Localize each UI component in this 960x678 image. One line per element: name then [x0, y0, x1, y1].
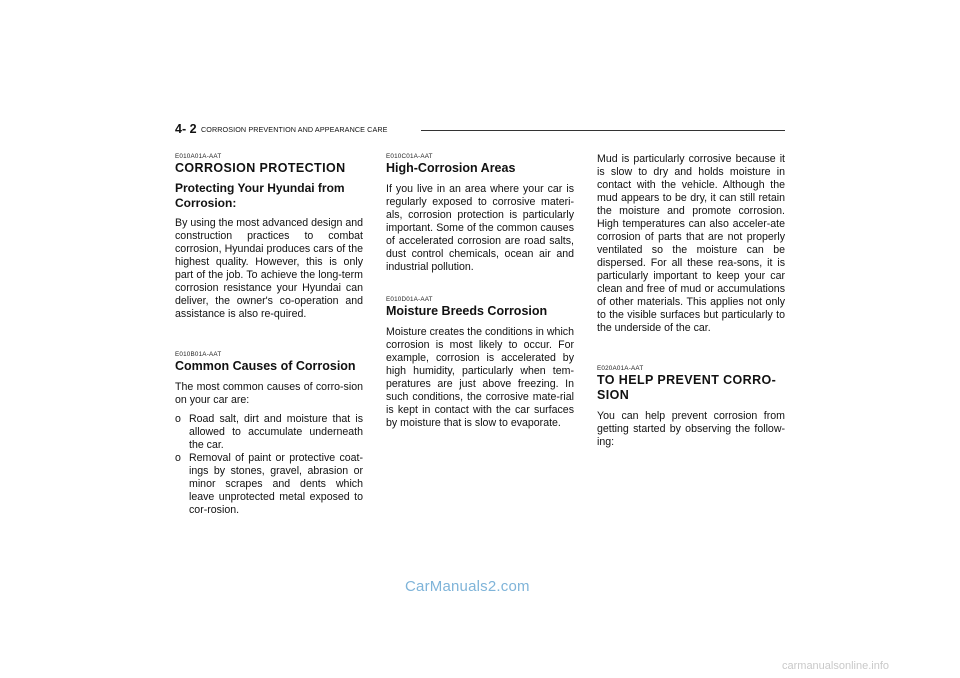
paragraph: You can help prevent corrosion from getting started by observing the follow-ing:: [597, 410, 785, 448]
bullet-marker: o: [175, 413, 181, 425]
section-heading: TO HELP PREVENT CORRO-SION: [597, 373, 777, 402]
paragraph: Mud is particularly corrosive because it is slow to dry and holds moisture in contact with the vehicle. Although the mud appears to be dry, it can still retain the moisture and promote corrosion. High temperatures can also acceler-ate corrosion of parts that are not properly ventilated so the moisture can be dispersed. For all these rea-sons, it is particularly important to keep your car clean and free of mud or accumulations of other materials. This applies not only to the visible surfaces but particularly to the underside of the car.: [597, 153, 785, 334]
section-heading: CORROSION PROTECTION: [175, 161, 346, 175]
section-heading: Common Causes of Corrosion: [175, 359, 356, 373]
bullet-text: Road salt, dirt and moisture that is allowed to accumulate underneath the car.: [189, 413, 363, 451]
bullet-item: [175, 452, 363, 517]
column-3: [597, 153, 785, 449]
paragraph: By using the most advanced design and construction practices to combat corrosion, Hyundai produces cars of the highest quality. However, this is only part of the job. To achieve the long-term corrosion resistance your Hyundai can deliver, the owner's co-operation and assistance is also re-quired.: [175, 217, 363, 320]
header-rule: [421, 130, 785, 131]
section-code: E010C01A-AAT: [386, 153, 433, 160]
section-code: E020A01A-AAT: [597, 365, 644, 372]
section-code: E010A01A-AAT: [175, 153, 222, 160]
section-title: CORROSION PREVENTION AND APPEARANCE CARE: [201, 125, 388, 134]
page-number: 4- 2: [175, 122, 197, 136]
bullet-item: [175, 413, 363, 452]
section-heading: High-Corrosion Areas: [386, 161, 516, 175]
bullet-text: Removal of paint or protective coat-ings by stones, gravel, abrasion or minor scrapes and dents which leave unprotected metal exposed to cor-rosion.: [189, 452, 363, 516]
bullet-marker: o: [175, 452, 181, 464]
paragraph: The most common causes of corro-sion on your car are:: [175, 381, 363, 406]
section-code: E010D01A-AAT: [386, 296, 433, 303]
section-subheading: Protecting Your Hyundai from Corrosion:: [175, 181, 345, 210]
page-header: [175, 122, 785, 138]
section-heading: Moisture Breeds Corrosion: [386, 304, 548, 318]
watermark-link[interactable]: CarManuals2.com: [405, 578, 530, 595]
bullet-list: [175, 413, 363, 517]
column-1: [175, 153, 363, 517]
section-code: E010B01A-AAT: [175, 351, 222, 358]
paragraph: If you live in an area where your car is regularly exposed to corrosive materi-als, corrosion protection is particularly important. Some of the common causes of accelerated corrosion are road salts, dust control chemicals, ocean air and industrial pollution.: [386, 183, 574, 273]
watermark-text: carmanualsonline.info: [782, 660, 890, 672]
column-2: [386, 153, 574, 430]
paragraph: Moisture creates the conditions in which corrosion is most likely to occur. For example, corrosion is accelerated by high humidity, particularly when tem-peratures are just above freezing. In such conditions, the corrosive mate-rial is kept in contact with the car surfaces by moisture that is slow to evaporate.: [386, 326, 574, 429]
